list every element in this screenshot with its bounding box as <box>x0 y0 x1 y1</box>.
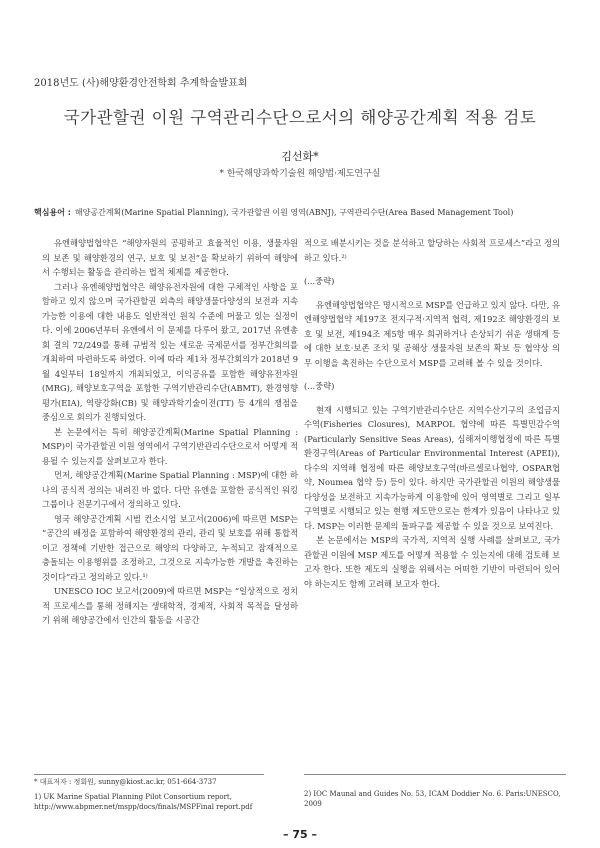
left-column <box>42 236 298 628</box>
footnote-1: 1) UK Marine Spatial Planning Pilot Consortium report, http://www.abpmer.net/mspp/docs/finals/MSPFinal report.pdf <box>34 793 253 811</box>
body-paragraph: 본 논문에서는 특히 해양공간계획(Marine Spatial Planning : MSP)이 국가관할권 이원 영역에서 구역기반관리수단으로서 어떻게 적용될 수 있는지를 살펴보고자 한다. <box>42 426 298 466</box>
body-paragraph: 그러나 유엔해양법협약은 해양유전자원에 대한 구체적인 사항을 포함하고 있지 않으며 국가관할권 외측의 해양생물다양성의 보전과 지속가능한 이용에 대한 내용도 일반적인 원칙 수준에 머물고 있는 실정이다. 이에 2006년부터 유엔에서 이 문제를 다루어 왔고, 2017년 유엔총회 결의 72/249를 통해 규범적 있는 새로운 국제문서를 정부간회의를 개최하여 마련하도록 하였다. 이에 따라 제1차 정부간회의가 2018년 9월 4일부터 18일까지 개최되었고, 이익공유를 포함한 해양유전자원(MRG), 해양보호구역을 포함한 구역기반관리수단(ABMT), 환경영향평가(EIA), 역량강화(CB) 및 해양과학기술이전(TT) 등 4개의 쟁점을 중심으로 회의가 진행되었다. <box>42 281 298 422</box>
body-paragraph: UNESCO IOC 보고서(2009)에 따르면 MSP는 “일상적으로 정치적 프로세스를 통해 정해지는 생태학적, 경제적, 사회적 목적을 달성하기 위해 해양공간에서 인간의 활동을 시공간 <box>42 586 298 625</box>
body-paragraph: 영국 해양공간계획 시범 컨소시엄 보고서(2006)에 따르면 MSP는 “공간의 배정을 포함하여 해양환경의 관리, 관리 및 보호를 위해 통합적이고 정책에 기반한 접근으로 해양의 다양하고, 누적되고 잠재적으로 충돌되는 이용행위를 조정하고, 그것으로 지속가능한 개발을 촉진하는 것이다”라고 정의하고 있다.¹⁾ <box>42 513 298 582</box>
footnotes-left <box>34 777 294 817</box>
footnotes-right <box>304 789 566 814</box>
footnote-divider-right <box>304 774 566 775</box>
body-paragraph: 유엔해양법협약은 “해양자원의 공평하고 효율적인 이용, 생물자원의 보존 및 해양환경의 연구, 보호 및 보전”을 확보하기 위하여 해양에서 수행되는 활동을 관리하는 법적 체제를 제공한다. <box>42 238 298 277</box>
page-number: – 75 – <box>283 828 317 841</box>
keywords-line <box>34 207 574 218</box>
keywords-text: 해양공간계획(Marine Spatial Planning), 국가관할권 이원 영역(ABNJ), 구역관리수단(Area Based Management Tool) <box>74 208 514 217</box>
paper-title: 국가관할권 이원 구역관리수단으로서의 해양공간계획 적용 검토 <box>63 108 537 127</box>
conference-header: 2018년도 (사)해양환경안전학회 추계학술발표회 <box>34 78 248 89</box>
omission-marker: (...중략) <box>304 381 335 391</box>
body-paragraph: 현재 시행되고 있는 구역기반관리수단은 지역수산기구의 조업금지수역(Fisheries Closures), MARPOL 협약에 따른 특별민감수역(Particularly Sensitive Seas Areas), 심해저이행협정에 따른 특별환경구역(Areas of Particular Environmental Interest (APEI)), 다수의 지역해 협정에 따른 해양보호구역(바르셀로나협약, OSPAR협약, Noumea 협약 등) 등이 있다. 하지만 국가관할권 이원의 해양생물다양성을 보전하고 지속가능하게 이용함에 있어 영역별로 그리고 일부 구역별로 시행되고 있는 현행 제도만으로는 한계가 있음이 나타나고 있다. MSP는 이러한 문제의 돌파구를 제공할 수 있을 것으로 보여진다. <box>304 404 560 531</box>
footnote-2: 2) IOC Maunal and Guides No. 53, ICAM Doddier No. 6. Paris:UNESCO, 2009 <box>304 790 561 808</box>
right-column <box>304 236 560 591</box>
corresponding-author-note: * 대표저자 : 정회원, sunny@kiost.ac.kr, 051-664-3737 <box>34 778 217 786</box>
omission-marker: (...중략) <box>304 276 335 286</box>
body-paragraph: 먼저, 해양공간계획(Marine Spatial Planning : MSP)에 대한 하나의 공식적 정의는 내려진 바 없다. 다만 유엔을 포함한 공식적인 워킹그룹이나 전문기구에서 정의하고 있다. <box>42 470 298 509</box>
body-paragraph: 유엔해양법협약은 명시적으로 MSP를 언급하고 있지 않다. 다만, 유엔해양법협약 제197조 전지구적·지역적 협력, 제192조 해양환경의 보호 및 보전, 제194조 제5항 매우 희귀하거나 손상되기 쉬운 생태계 등에 대한 보호·보존 조치 및 공해상 생물자원 보존의 확보 등 협약상 의무 이행을 촉진하는 수단으로서 MSP를 고려해 볼 수 있을 것이다. <box>304 299 560 368</box>
author-name: 김선화* <box>281 150 319 163</box>
footnote-divider-left <box>34 774 264 775</box>
keywords-label: 핵심용어 : <box>34 208 71 217</box>
body-paragraph: 본 논문에서는 MSP의 국가적, 지역적 실행 사례를 살펴보고, 국가관할권 이원에 MSP 제도를 어떻게 적용할 수 있는지에 대해 검토해 보고자 한다. 또한 제도의 실행을 위해서는 어떠한 기반이 마련되어 있어야 하는지도 함께 고려해 보고자 한다. <box>304 535 560 589</box>
author-affiliation: * 한국해양과학기술원 해양법·제도연구실 <box>219 169 381 179</box>
body-paragraph: 적으로 배분시키는 것을 분석하고 할당하는 사회적 프로세스”라고 정의하고 있다.²⁾ <box>304 238 560 263</box>
